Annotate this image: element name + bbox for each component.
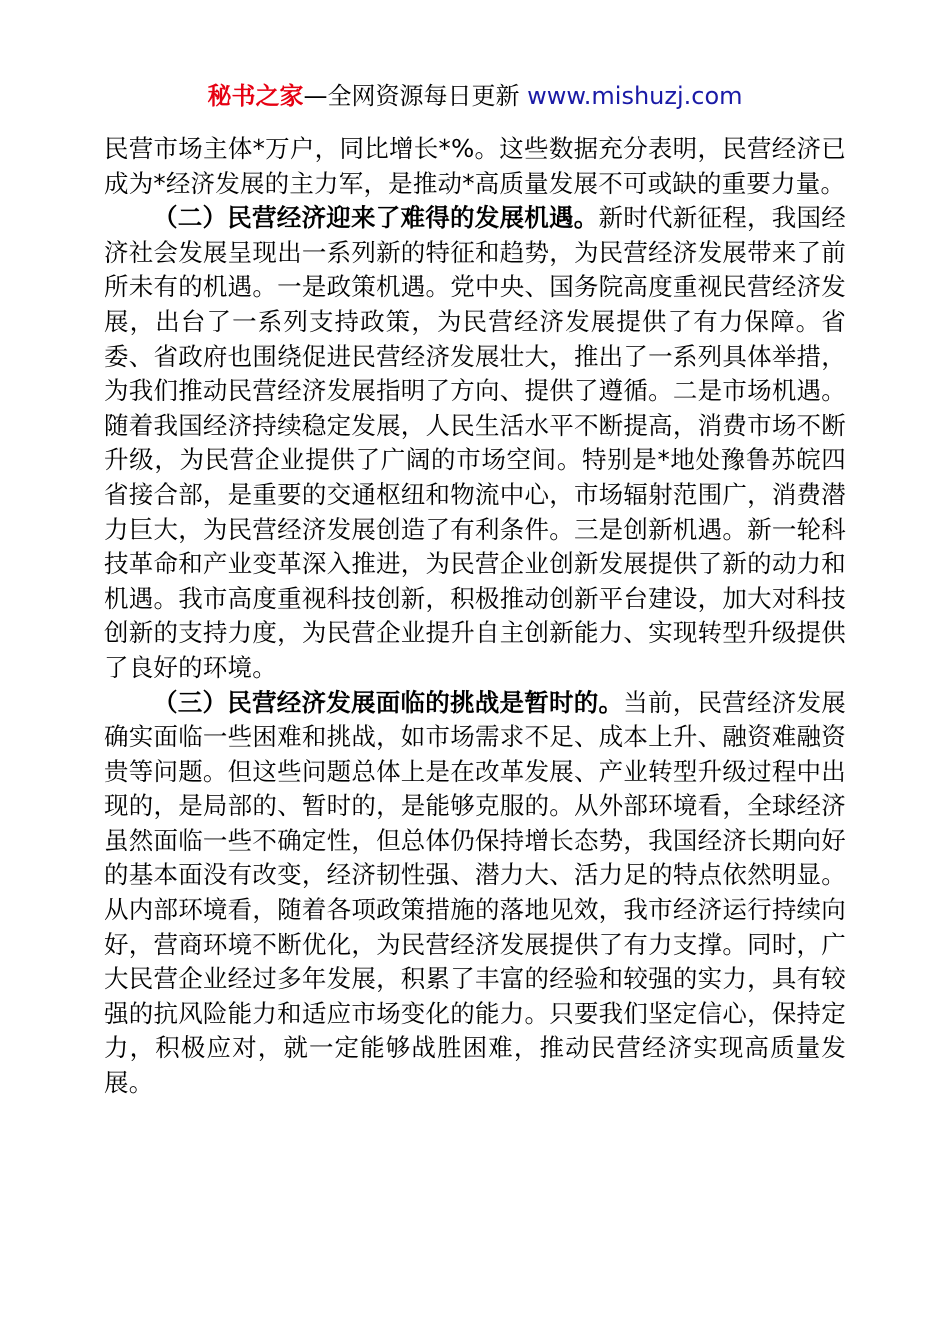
paragraph-1-text: 民营市场主体*万户，同比增长*%。这些数据充分表明，民营经济已成为*经济发展的主力军，是推动*高质量发展不可或缺的重要力量。 (104, 134, 846, 198)
paragraph-2-text: 新时代新征程，我国经济社会发展呈现出一系列新的特征和趋势，为民营经济发展带来了前所未有的机遇。一是政策机遇。党中央、国务院高度重视民营经济发展，出台了一系列支持政策，为民营经济发展提供了有力保障。省委、省政府也围绕促进民营经济发展壮大，推出了一系列具体举措，为我们推动民营经济发展指明了方向、提供了遵循。二是市场机遇。随着我国经济持续稳定发展，人民生活水平不断提高，消费市场不断升级，为民营企业提供了广阔的市场空间。特别是*地处豫鲁苏皖四省接合部，是重要的交通枢纽和物流中心，市场辐射范围广，消费潜力巨大，为民营经济发展创造了有利条件。三是创新机遇。新一轮科技革命和产业变革深入推进，为民营企业创新发展提供了新的动力和机遇。我市高度重视科技创新，积极推动创新平台建设，加大对科技创新的支持力度，为民营企业提升自主创新能力、实现转型升级提供了良好的环境。 (104, 203, 846, 682)
brand-name: 秘书之家 (207, 82, 304, 110)
site-url-link[interactable]: www.mishuzj.com (527, 82, 743, 110)
paragraph-3 (104, 686, 846, 1101)
paragraph-1 (104, 132, 846, 201)
paragraph-3-heading: （三）民营经济发展面临的挑战是暂时的。 (153, 687, 624, 717)
header-tagline: —全网资源每日更新 (303, 82, 528, 110)
paragraph-3-text: 当前，民营经济发展确实面临一些困难和挑战，如市场需求不足、成本上升、融资难融资贵等问题。但这些问题总体上是在改革发展、产业转型升级过程中出现的，是局部的、暂时的，是能够克服的。从外部环境看，全球经济虽然面临一些不确定性，但总体仍保持增长态势，我国经济长期向好的基本面没有改变，经济韧性强、潜力大、活力足的特点依然明显。从内部环境看，随着各项政策措施的落地见效，我市经济运行持续向好，营商环境不断优化，为民营经济发展提供了有力支撑。同时，广大民营企业经过多年发展，积累了丰富的经验和较强的实力，具有较强的抗风险能力和适应市场变化的能力。只要我们坚定信心，保持定力，积极应对，就一定能够战胜困难，推动民营经济实现高质量发展。 (104, 687, 846, 1098)
document-body (104, 132, 846, 1101)
paragraph-2-heading: （二）民营经济迎来了难得的发展机遇。 (153, 203, 599, 233)
paragraph-2 (104, 201, 846, 685)
site-header (0, 80, 950, 112)
